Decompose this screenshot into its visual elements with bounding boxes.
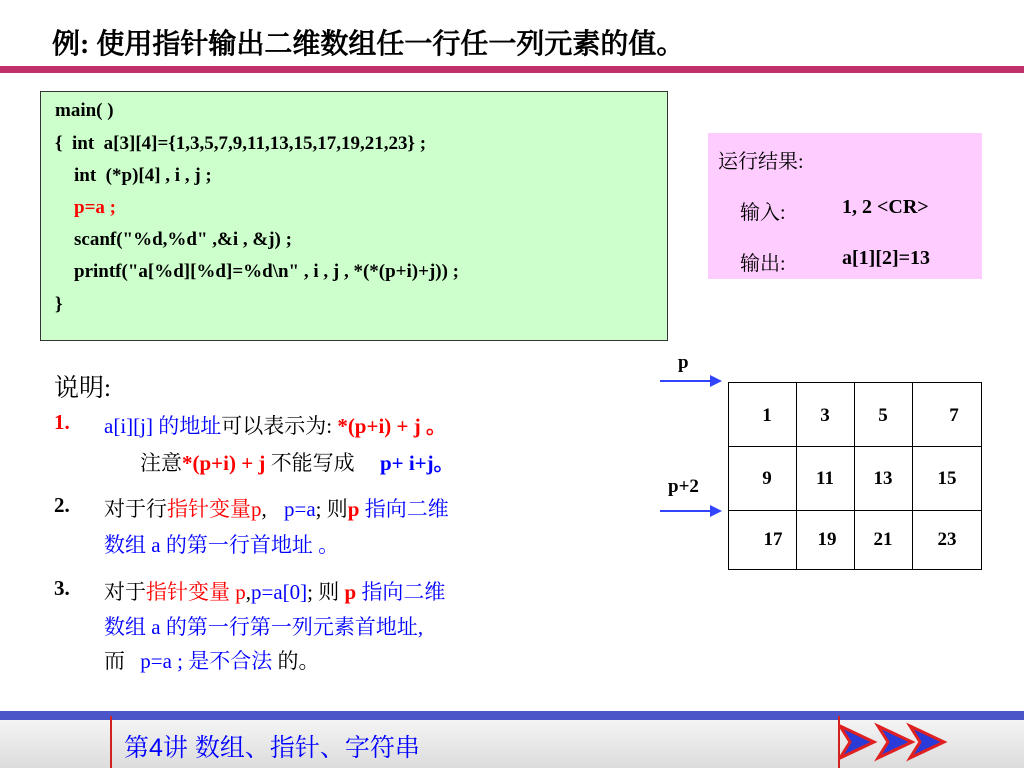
note-2-line-2: 数组 a 的第一行首地址 。 [104,533,340,557]
note-text: *(p+i) + j [182,451,266,475]
note-text: p=a [284,497,316,521]
output-label: 输出: [740,253,786,275]
note-text: 的。 [272,649,320,673]
footer-divider [110,716,112,768]
next-slide-icon[interactable] [838,720,948,764]
note-text: ; 则 [315,497,348,521]
grid-cell: 7 [949,405,959,426]
pointer-label-p: p [678,352,689,373]
input-value: 1, 2 <CR> [842,196,929,218]
note-text: 对于 [104,580,146,604]
note-text: *(p+i) + j 。 [337,414,447,438]
note-3-line-1 [104,576,445,606]
grid-line [912,383,913,569]
output-value: a[1][2]=13 [842,247,931,269]
grid-cell: 23 [937,529,957,550]
code-line: main( ) [55,100,114,121]
note-text: a[i][j] 的地址 [104,414,222,438]
grid-cell: 3 [820,405,830,426]
note-text: 注意 [140,451,182,475]
notes-heading: 说明: [54,375,111,402]
slide-title: 例: 使用指针输出二维数组任一行任一列元素的值。 [52,29,685,60]
note-text: , [261,497,267,521]
grid-cell: 1 [762,405,772,426]
grid-line [854,383,855,569]
note-text: ; 则 [307,580,345,604]
pointer-arrow-line [660,380,712,382]
note-text: 指向二维 [356,580,446,604]
note-text: 对于行 [104,497,167,521]
note-text: 可以表示为: [221,414,333,438]
note-2-line-1 [104,493,449,523]
note-number: 2. [54,493,70,517]
footer-bar [0,711,1024,720]
note-1-line-2 [140,447,455,477]
array-grid [728,382,982,570]
code-line-highlighted: p=a ; [55,197,116,218]
code-line: } [55,294,63,315]
grid-cell: 11 [816,468,834,489]
note-text: 指向二维 [359,497,449,521]
grid-line [729,510,981,511]
note-text: 指针变量 p [146,580,246,604]
grid-cell: 9 [762,468,772,489]
code-line: int (*p)[4] , i , j ; [55,165,212,186]
note-text: p+ i+j。 [379,451,455,475]
note-number: 3. [54,576,70,600]
note-1-line-1 [104,410,447,440]
pointer-label-p2: p+2 [668,476,699,497]
code-line: scanf("%d,%d" ,&i , &j) ; [55,229,292,250]
note-text: 而 [104,649,125,673]
grid-line [729,446,981,447]
grid-cell: 17 [763,529,783,550]
title-divider [0,66,1024,73]
note-text: p [347,497,360,521]
grid-line [796,383,797,569]
grid-cell: 13 [873,468,893,489]
code-block [40,91,668,341]
pointer-arrow-line [660,510,712,512]
run-result-box [708,133,982,279]
note-text: p [344,580,357,604]
note-text: p=a[0] [251,580,308,604]
note-text: , [245,580,251,604]
note-text: 不能写成 [265,451,355,475]
code-line: printf("a[%d][%d]=%d\n" , i , j , *(*(p+i)+j)) ; [55,261,460,282]
result-heading: 运行结果: [718,151,804,173]
note-3-line-2: 数组 a 的第一行第一列元素首地址, [104,615,424,639]
lecture-title: 第4讲 数组、指针、字符串 [124,734,420,762]
grid-cell: 19 [817,529,837,550]
input-label: 输入: [740,202,786,224]
note-text: p=a ; 是不合法 [140,649,273,673]
note-number: 1. [54,410,70,434]
arrow-right-icon [710,375,722,387]
note-text: 指针变量p [167,497,262,521]
grid-cell: 21 [873,529,893,550]
grid-cell: 15 [937,468,957,489]
grid-cell: 5 [878,405,888,426]
note-3-line-3 [104,645,320,675]
code-line: { int a[3][4]={1,3,5,7,9,11,13,15,17,19,21,23} ; [55,133,427,154]
arrow-right-icon [710,505,722,517]
